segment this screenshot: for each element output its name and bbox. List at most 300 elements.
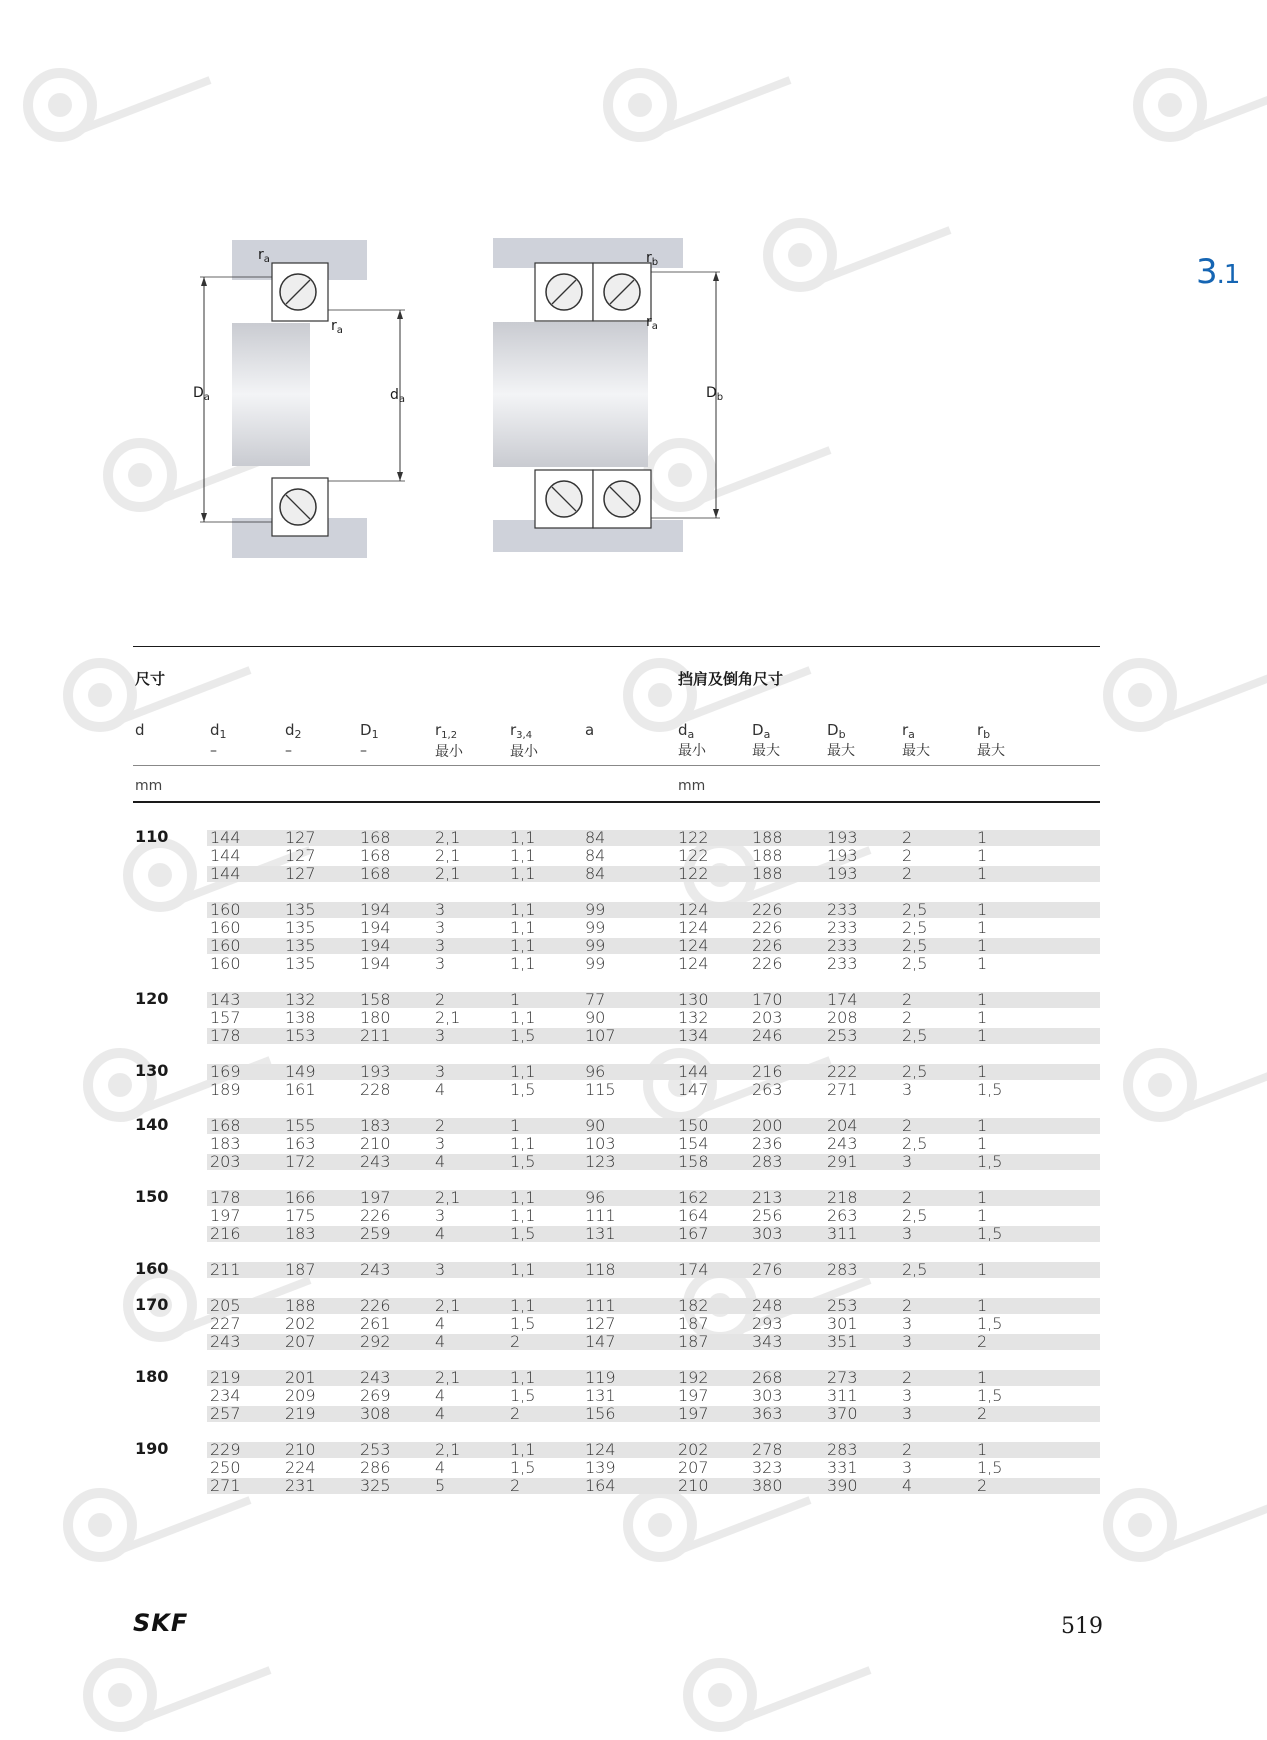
watermark-mark [60, 650, 260, 740]
table-cell: 229 [210, 1440, 241, 1459]
column-header-11: $r_b$ 最大 [977, 721, 1005, 759]
table-cell: 1 [510, 1116, 521, 1135]
table-cell: 222 [827, 1062, 858, 1081]
table-cell: 188 [752, 864, 783, 883]
table-cell: 243 [210, 1332, 241, 1351]
table-cell: 390 [827, 1476, 858, 1495]
table-cell: 1,1 [510, 1368, 536, 1387]
table-cell: 127 [285, 828, 316, 847]
table-cell: 1,1 [510, 828, 536, 847]
table-cell: 90 [585, 1116, 606, 1135]
table-cell: 1 [977, 990, 988, 1009]
table-cell: 4 [435, 1458, 446, 1477]
table-cell: 1 [977, 1440, 988, 1459]
table-cell: 210 [360, 1134, 391, 1153]
label-ra-shaft: $r_a$ [331, 318, 343, 336]
table-cell: 4 [435, 1386, 446, 1405]
table-cell: 160 [210, 918, 241, 937]
table-cell: 158 [678, 1152, 709, 1171]
table-cell: 226 [752, 936, 783, 955]
table-cell: 174 [827, 990, 858, 1009]
table-cell: 351 [827, 1332, 858, 1351]
table-cell: 157 [210, 1008, 241, 1027]
table-cell: 1,5 [510, 1080, 536, 1099]
watermark-mark [680, 1650, 880, 1740]
table-cell: 301 [827, 1314, 858, 1333]
table-cell: 236 [752, 1134, 783, 1153]
table-cell: 4 [435, 1314, 446, 1333]
table-cell: 111 [585, 1206, 616, 1225]
table-cell: 164 [678, 1206, 709, 1225]
table-cell: 1 [977, 1368, 988, 1387]
table-cell: 1 [977, 1188, 988, 1207]
table-cell: 3 [435, 1026, 446, 1045]
table-cell: 96 [585, 1062, 606, 1081]
table-cell: 3 [902, 1152, 913, 1171]
table-cell: 188 [752, 846, 783, 865]
table-cell: 303 [752, 1224, 783, 1243]
table-cell: 180 [360, 1008, 391, 1027]
table-cell: 271 [827, 1080, 858, 1099]
table-cell: 99 [585, 936, 606, 955]
table-cell: 90 [585, 1008, 606, 1027]
table-cell: 226 [360, 1296, 391, 1315]
svg-text:SKF: SKF [133, 1612, 189, 1634]
table-cell: 202 [285, 1314, 316, 1333]
table-cell: 286 [360, 1458, 391, 1477]
table-cell: 268 [752, 1368, 783, 1387]
table-cell: 2 [977, 1404, 988, 1423]
table-cell: 253 [827, 1026, 858, 1045]
group-header-dimensions: 尺寸 [135, 670, 166, 688]
table-cell: 115 [585, 1080, 616, 1099]
skf-logo [133, 1612, 215, 1634]
table-cell: 111 [585, 1296, 616, 1315]
table-cell: 172 [285, 1152, 316, 1171]
table-cell: 1 [977, 1116, 988, 1135]
table-cell: 197 [210, 1206, 241, 1225]
table-cell: 1,1 [510, 1188, 536, 1207]
table-cell: 127 [285, 846, 316, 865]
section-number: 3.1 [1196, 252, 1240, 292]
table-cell: 175 [285, 1206, 316, 1225]
watermark-mark [1100, 650, 1267, 740]
table-cell: 216 [210, 1224, 241, 1243]
table-cell: 2,1 [435, 864, 461, 883]
table-cell: 1 [977, 864, 988, 883]
table-cell: 197 [360, 1188, 391, 1207]
table-cell: 3 [435, 954, 446, 973]
table-cell: 1 [977, 918, 988, 937]
table-cell: 2 [977, 1476, 988, 1495]
table-cell: 2,5 [902, 936, 928, 955]
watermark-mark [620, 650, 820, 740]
group-header-abutment: 挡肩及倒角尺寸 [678, 670, 784, 688]
table-cell: 2,5 [902, 1026, 928, 1045]
table-cell: 2 [435, 1116, 446, 1135]
table-cell: 167 [678, 1224, 709, 1243]
table-cell: 163 [285, 1134, 316, 1153]
table-cell: 226 [752, 918, 783, 937]
table-cell: 2 [902, 1008, 913, 1027]
table-cell: 84 [585, 828, 606, 847]
table-cell: 253 [827, 1296, 858, 1315]
table-cell: 135 [285, 900, 316, 919]
table-cell: 1 [977, 1206, 988, 1225]
row-stripe [207, 1262, 1100, 1278]
table-cell: 124 [678, 936, 709, 955]
label-da: $d_a$ [390, 387, 406, 405]
table-cell: 193 [827, 864, 858, 883]
table-cell: 132 [285, 990, 316, 1009]
table-cell: 1 [977, 1134, 988, 1153]
column-header-0: d [135, 721, 145, 739]
table-cell: 380 [752, 1476, 783, 1495]
table-cell: 2 [902, 828, 913, 847]
table-cell: 226 [752, 900, 783, 919]
table-cell: 168 [360, 864, 391, 883]
table-cell: 231 [285, 1476, 316, 1495]
table-cell: 219 [210, 1368, 241, 1387]
table-cell: 1,1 [510, 900, 536, 919]
table-cell: 1,5 [510, 1458, 536, 1477]
table-cell: 187 [678, 1332, 709, 1351]
table-cell: 203 [752, 1008, 783, 1027]
table-cell: 263 [752, 1080, 783, 1099]
table-cell: 2,5 [902, 1062, 928, 1081]
table-cell: 119 [585, 1368, 616, 1387]
table-cell: 1,5 [977, 1224, 1003, 1243]
bore-diameter-180: 180 [135, 1367, 169, 1386]
table-cell: 208 [827, 1008, 858, 1027]
table-cell: 96 [585, 1188, 606, 1207]
row-stripe [207, 830, 1100, 846]
table-cell: 1 [977, 1062, 988, 1081]
watermark-mark [1130, 60, 1267, 150]
table-cell: 248 [752, 1296, 783, 1315]
table-cell: 283 [827, 1440, 858, 1459]
table-cell: 124 [585, 1440, 616, 1459]
row-stripe [207, 902, 1100, 918]
units-divider [133, 801, 1100, 803]
row-stripe [207, 1064, 1100, 1080]
table-cell: 189 [210, 1080, 241, 1099]
table-cell: 207 [678, 1458, 709, 1477]
table-cell: 1,5 [510, 1152, 536, 1171]
table-cell: 169 [210, 1062, 241, 1081]
row-stripe [207, 1406, 1100, 1422]
label-ra-right: $r_a$ [646, 314, 658, 332]
table-cell: 183 [210, 1134, 241, 1153]
table-cell: 3 [902, 1386, 913, 1405]
table-cell: 1,1 [510, 936, 536, 955]
table-cell: 1,5 [977, 1386, 1003, 1405]
table-cell: 2,5 [902, 1260, 928, 1279]
table-cell: 1 [977, 1026, 988, 1045]
table-cell: 1,1 [510, 1296, 536, 1315]
table-cell: 1 [977, 1296, 988, 1315]
row-stripe [207, 866, 1100, 882]
bore-diameter-160: 160 [135, 1259, 169, 1278]
table-cell: 166 [285, 1188, 316, 1207]
table-cell: 84 [585, 864, 606, 883]
table-cell: 2 [510, 1332, 521, 1351]
table-cell: 283 [752, 1152, 783, 1171]
column-header-6: a [585, 721, 595, 739]
table-cell: 192 [678, 1368, 709, 1387]
table-cell: 325 [360, 1476, 391, 1495]
label-rb: $r_b$ [646, 250, 659, 268]
row-stripe [207, 1226, 1100, 1242]
table-cell: 210 [678, 1476, 709, 1495]
table-cell: 162 [678, 1188, 709, 1207]
table-cell: 228 [360, 1080, 391, 1099]
table-cell: 3 [435, 1260, 446, 1279]
table-cell: 4 [435, 1332, 446, 1351]
table-cell: 122 [678, 828, 709, 847]
table-cell: 3 [902, 1458, 913, 1477]
table-cell: 2 [902, 1188, 913, 1207]
table-top-rule [133, 646, 1100, 647]
bore-diameter-130: 130 [135, 1061, 169, 1080]
watermark-mark [760, 210, 960, 300]
table-cell: 243 [360, 1152, 391, 1171]
table-cell: 122 [678, 864, 709, 883]
table-cell: 293 [752, 1314, 783, 1333]
table-cell: 234 [210, 1386, 241, 1405]
table-cell: 283 [827, 1260, 858, 1279]
bore-diameter-120: 120 [135, 989, 169, 1008]
table-cell: 2 [902, 864, 913, 883]
table-cell: 147 [678, 1080, 709, 1099]
table-cell: 243 [360, 1368, 391, 1387]
table-cell: 1,1 [510, 1008, 536, 1027]
table-cell: 188 [752, 828, 783, 847]
table-cell: 276 [752, 1260, 783, 1279]
table-cell: 4 [435, 1224, 446, 1243]
table-cell: 197 [678, 1404, 709, 1423]
table-cell: 233 [827, 918, 858, 937]
table-cell: 4 [435, 1152, 446, 1171]
table-cell: 205 [210, 1296, 241, 1315]
table-cell: 1 [977, 900, 988, 919]
table-cell: 1 [977, 936, 988, 955]
row-stripe [207, 1478, 1100, 1494]
table-cell: 168 [210, 1116, 241, 1135]
table-cell: 253 [360, 1440, 391, 1459]
watermark-mark [640, 1040, 840, 1130]
table-cell: 1,1 [510, 1206, 536, 1225]
table-cell: 202 [678, 1440, 709, 1459]
table-cell: 204 [827, 1116, 858, 1135]
table-cell: 271 [210, 1476, 241, 1495]
table-cell: 303 [752, 1386, 783, 1405]
table-cell: 1,5 [510, 1314, 536, 1333]
table-cell: 1,5 [977, 1152, 1003, 1171]
label-ra-top: $r_a$ [258, 247, 270, 265]
table-cell: 311 [827, 1224, 858, 1243]
table-cell: 363 [752, 1404, 783, 1423]
table-cell: 259 [360, 1224, 391, 1243]
page-number: 519 [1061, 1614, 1103, 1639]
table-cell: 178 [210, 1026, 241, 1045]
table-cell: 194 [360, 936, 391, 955]
table-cell: 211 [360, 1026, 391, 1045]
watermark-mark [600, 60, 800, 150]
table-cell: 5 [435, 1476, 446, 1495]
table-cell: 1,1 [510, 1440, 536, 1459]
table-cell: 273 [827, 1368, 858, 1387]
table-cell: 135 [285, 936, 316, 955]
table-cell: 2 [902, 1368, 913, 1387]
table-cell: 269 [360, 1386, 391, 1405]
table-cell: 123 [585, 1152, 616, 1171]
table-cell: 1,1 [510, 864, 536, 883]
table-cell: 2,5 [902, 954, 928, 973]
table-cell: 1,5 [510, 1224, 536, 1243]
table-cell: 3 [902, 1080, 913, 1099]
row-stripe [207, 992, 1100, 1008]
table-cell: 219 [285, 1404, 316, 1423]
row-stripe [207, 1334, 1100, 1350]
table-cell: 2 [902, 990, 913, 1009]
header-divider [133, 765, 1100, 766]
table-cell: 138 [285, 1008, 316, 1027]
table-cell: 2 [902, 1440, 913, 1459]
column-header-7: $d_a$ 最小 [678, 721, 706, 759]
table-cell: 144 [210, 864, 241, 883]
table-cell: 343 [752, 1332, 783, 1351]
table-cell: 1,5 [510, 1386, 536, 1405]
table-cell: 207 [285, 1332, 316, 1351]
table-cell: 224 [285, 1458, 316, 1477]
table-cell: 1 [977, 1008, 988, 1027]
table-cell: 134 [678, 1026, 709, 1045]
table-cell: 174 [678, 1260, 709, 1279]
table-cell: 168 [360, 846, 391, 865]
table-cell: 144 [210, 846, 241, 865]
table-cell: 323 [752, 1458, 783, 1477]
table-cell: 193 [827, 828, 858, 847]
table-cell: 135 [285, 954, 316, 973]
table-cell: 193 [827, 846, 858, 865]
table-cell: 103 [585, 1134, 616, 1153]
table-cell: 2 [977, 1332, 988, 1351]
table-cell: 256 [752, 1206, 783, 1225]
table-cell: 203 [210, 1152, 241, 1171]
table-cell: 233 [827, 954, 858, 973]
watermark-mark [1100, 1480, 1267, 1570]
table-cell: 1,5 [977, 1080, 1003, 1099]
table-cell: 226 [360, 1206, 391, 1225]
table-cell: 233 [827, 936, 858, 955]
column-header-3: $D_1$ – [360, 721, 379, 759]
table-cell: 1,1 [510, 1062, 536, 1081]
table-cell: 3 [902, 1332, 913, 1351]
table-cell: 1,5 [510, 1026, 536, 1045]
table-cell: 246 [752, 1026, 783, 1045]
table-cell: 213 [752, 1188, 783, 1207]
table-cell: 154 [678, 1134, 709, 1153]
table-cell: 131 [585, 1386, 616, 1405]
table-cell: 226 [752, 954, 783, 973]
table-cell: 158 [360, 990, 391, 1009]
table-cell: 150 [678, 1116, 709, 1135]
table-cell: 99 [585, 900, 606, 919]
table-cell: 132 [678, 1008, 709, 1027]
table-cell: 1 [977, 954, 988, 973]
table-cell: 2 [902, 1116, 913, 1135]
table-cell: 193 [360, 1062, 391, 1081]
table-cell: 170 [752, 990, 783, 1009]
row-stripe [207, 1190, 1100, 1206]
watermark-mark [80, 1650, 280, 1740]
table-cell: 84 [585, 846, 606, 865]
table-cell: 3 [435, 1206, 446, 1225]
table-cell: 1,1 [510, 1260, 536, 1279]
table-cell: 209 [285, 1386, 316, 1405]
table-cell: 216 [752, 1062, 783, 1081]
table-cell: 1 [977, 1260, 988, 1279]
table-cell: 2 [510, 1404, 521, 1423]
table-cell: 160 [210, 936, 241, 955]
table-cell: 168 [360, 828, 391, 847]
table-cell: 183 [360, 1116, 391, 1135]
table-cell: 4 [435, 1080, 446, 1099]
table-cell: 2 [902, 846, 913, 865]
bearing-arrangement-diagram [180, 230, 740, 560]
table-cell: 99 [585, 918, 606, 937]
table-cell: 2,1 [435, 1296, 461, 1315]
table-cell: 156 [585, 1404, 616, 1423]
watermark-mark [80, 1040, 280, 1130]
unit-right: mm [678, 778, 706, 794]
table-cell: 1 [510, 990, 521, 1009]
table-cell: 233 [827, 900, 858, 919]
paired-bearing-diagram [493, 238, 720, 552]
table-cell: 194 [360, 918, 391, 937]
table-cell: 2,5 [902, 900, 928, 919]
table-cell: 107 [585, 1026, 616, 1045]
column-header-10: $r_a$ 最大 [902, 721, 930, 759]
table-cell: 211 [210, 1260, 241, 1279]
table-cell: 2,1 [435, 846, 461, 865]
table-cell: 2,1 [435, 1440, 461, 1459]
table-cell: 210 [285, 1440, 316, 1459]
table-cell: 139 [585, 1458, 616, 1477]
table-cell: 370 [827, 1404, 858, 1423]
table-cell: 194 [360, 900, 391, 919]
table-cell: 131 [585, 1224, 616, 1243]
table-cell: 1,5 [977, 1458, 1003, 1477]
table-cell: 243 [360, 1260, 391, 1279]
table-cell: 3 [435, 1134, 446, 1153]
table-cell: 77 [585, 990, 606, 1009]
table-cell: 2,1 [435, 1008, 461, 1027]
bore-diameter-150: 150 [135, 1187, 169, 1206]
bore-diameter-170: 170 [135, 1295, 169, 1314]
table-cell: 250 [210, 1458, 241, 1477]
table-cell: 1,1 [510, 954, 536, 973]
table-cell: 227 [210, 1314, 241, 1333]
table-cell: 261 [360, 1314, 391, 1333]
table-cell: 2,1 [435, 1188, 461, 1207]
table-cell: 308 [360, 1404, 391, 1423]
table-cell: 1,5 [977, 1314, 1003, 1333]
table-cell: 187 [678, 1314, 709, 1333]
table-cell: 127 [585, 1314, 616, 1333]
column-header-2: $d_2$ – [285, 721, 302, 759]
